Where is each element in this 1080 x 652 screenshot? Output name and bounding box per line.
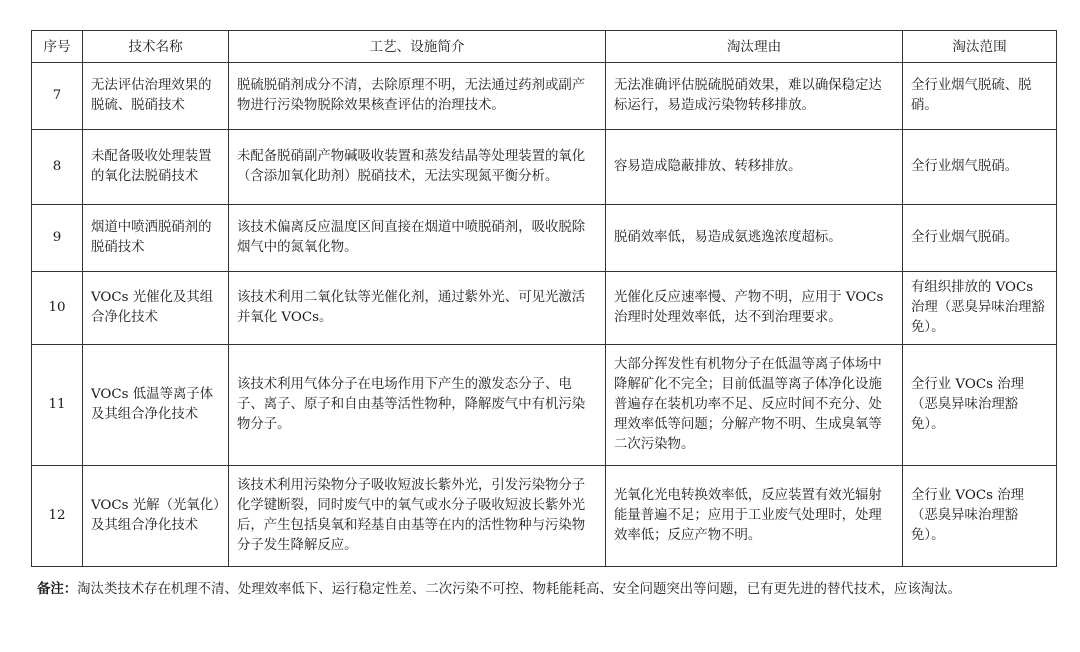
- elimination-reason-cell: 光催化反应速率慢、产物不明，应用于 VOCs 治理时处理效率低，达不到治理要求。: [606, 272, 903, 345]
- header-elimination-reason: 淘汰理由: [606, 31, 903, 63]
- technology-name-cell: VOCs 光解（光氧化）及其组合净化技术: [83, 466, 229, 567]
- header-technology-name: 技术名称: [83, 31, 229, 63]
- technology-name-cell: 烟道中喷洒脱硝剂的脱硝技术: [83, 205, 229, 272]
- serial-number-cell: 12: [32, 466, 83, 567]
- elimination-scope-cell: 全行业烟气脱硫、脱硝。: [903, 63, 1057, 130]
- elimination-scope-cell: 全行业烟气脱硝。: [903, 205, 1057, 272]
- table-row: [32, 63, 1057, 130]
- table-row: [32, 345, 1057, 466]
- header-serial-number: 序号: [32, 31, 83, 63]
- table-row: [32, 466, 1057, 567]
- serial-number-cell: 11: [32, 345, 83, 466]
- serial-number-cell: 9: [32, 205, 83, 272]
- process-description-cell: 该技术利用气体分子在电场作用下产生的激发态分子、电子、离子、原子和自由基等活性物种，降解废气中有机污染物分子。: [229, 345, 606, 466]
- technology-name-cell: VOCs 光催化及其组合净化技术: [83, 272, 229, 345]
- serial-number-cell: 10: [32, 272, 83, 345]
- obsolete-technology-table: [31, 30, 1057, 567]
- elimination-scope-cell: 有组织排放的 VOCs 治理（恶臭异味治理豁免）。: [903, 272, 1057, 345]
- process-description-cell: 该技术利用二氧化钛等光催化剂，通过紫外光、可见光激活并氧化 VOCs。: [229, 272, 606, 345]
- elimination-scope-cell: 全行业 VOCs 治理（恶臭异味治理豁免）。: [903, 466, 1057, 567]
- document: [31, 30, 1056, 600]
- process-description-cell: 未配备脱硝副产物碱吸收装置和蒸发结晶等处理装置的氧化（含添加氧化助剂）脱硝技术，无法实现氮平衡分析。: [229, 130, 606, 205]
- remarks-label: 备注：: [37, 582, 78, 597]
- table-header-row: [32, 31, 1057, 63]
- table-row: [32, 130, 1057, 205]
- header-process-description: 工艺、设施简介: [229, 31, 606, 63]
- elimination-scope-cell: 全行业 VOCs 治理（恶臭异味治理豁免）。: [903, 345, 1057, 466]
- serial-number-cell: 8: [32, 130, 83, 205]
- table-row: [32, 272, 1057, 345]
- remarks-text: 淘汰类技术存在机理不清、处理效率低下、运行稳定性差、二次污染不可控、物耗能耗高、安全问题突出等问题，已有更先进的替代技术，应该淘汰。: [77, 582, 961, 597]
- header-elimination-scope: 淘汰范围: [903, 31, 1057, 63]
- technology-name-cell: 未配备吸收处理装置的氧化法脱硝技术: [83, 130, 229, 205]
- elimination-reason-cell: 光氧化光电转换效率低，反应装置有效光辐射能量普遍不足；应用于工业废气处理时，处理效率低；反应产物不明。: [606, 466, 903, 567]
- technology-name-cell: 无法评估治理效果的脱硫、脱硝技术: [83, 63, 229, 130]
- table-row: [32, 205, 1057, 272]
- process-description-cell: 该技术偏离反应温度区间直接在烟道中喷脱硝剂，吸收脱除烟气中的氮氧化物。: [229, 205, 606, 272]
- elimination-reason-cell: 容易造成隐蔽排放、转移排放。: [606, 130, 903, 205]
- elimination-reason-cell: 大部分挥发性有机物分子在低温等离子体场中降解矿化不完全；目前低温等离子体净化设施普遍存在装机功率不足、反应时间不充分、处理效率低等问题；分解产物不明、生成臭氧等二次污染物。: [606, 345, 903, 466]
- elimination-scope-cell: 全行业烟气脱硝。: [903, 130, 1057, 205]
- elimination-reason-cell: 无法准确评估脱硫脱硝效果，难以确保稳定达标运行，易造成污染物转移排放。: [606, 63, 903, 130]
- process-description-cell: 脱硫脱硝剂成分不清，去除原理不明，无法通过药剂或副产物进行污染物脱除效果核查评估的治理技术。: [229, 63, 606, 130]
- process-description-cell: 该技术利用污染物分子吸收短波长紫外光，引发污染物分子化学键断裂，同时废气中的氧气或水分子吸收短波长紫外光后，产生包括臭氧和羟基自由基等在内的活性物种与污染物分子发生降解反应。: [229, 466, 606, 567]
- elimination-reason-cell: 脱硝效率低，易造成氨逃逸浓度超标。: [606, 205, 903, 272]
- technology-name-cell: VOCs 低温等离子体及其组合净化技术: [83, 345, 229, 466]
- serial-number-cell: 7: [32, 63, 83, 130]
- footnote-remarks: [31, 579, 1056, 600]
